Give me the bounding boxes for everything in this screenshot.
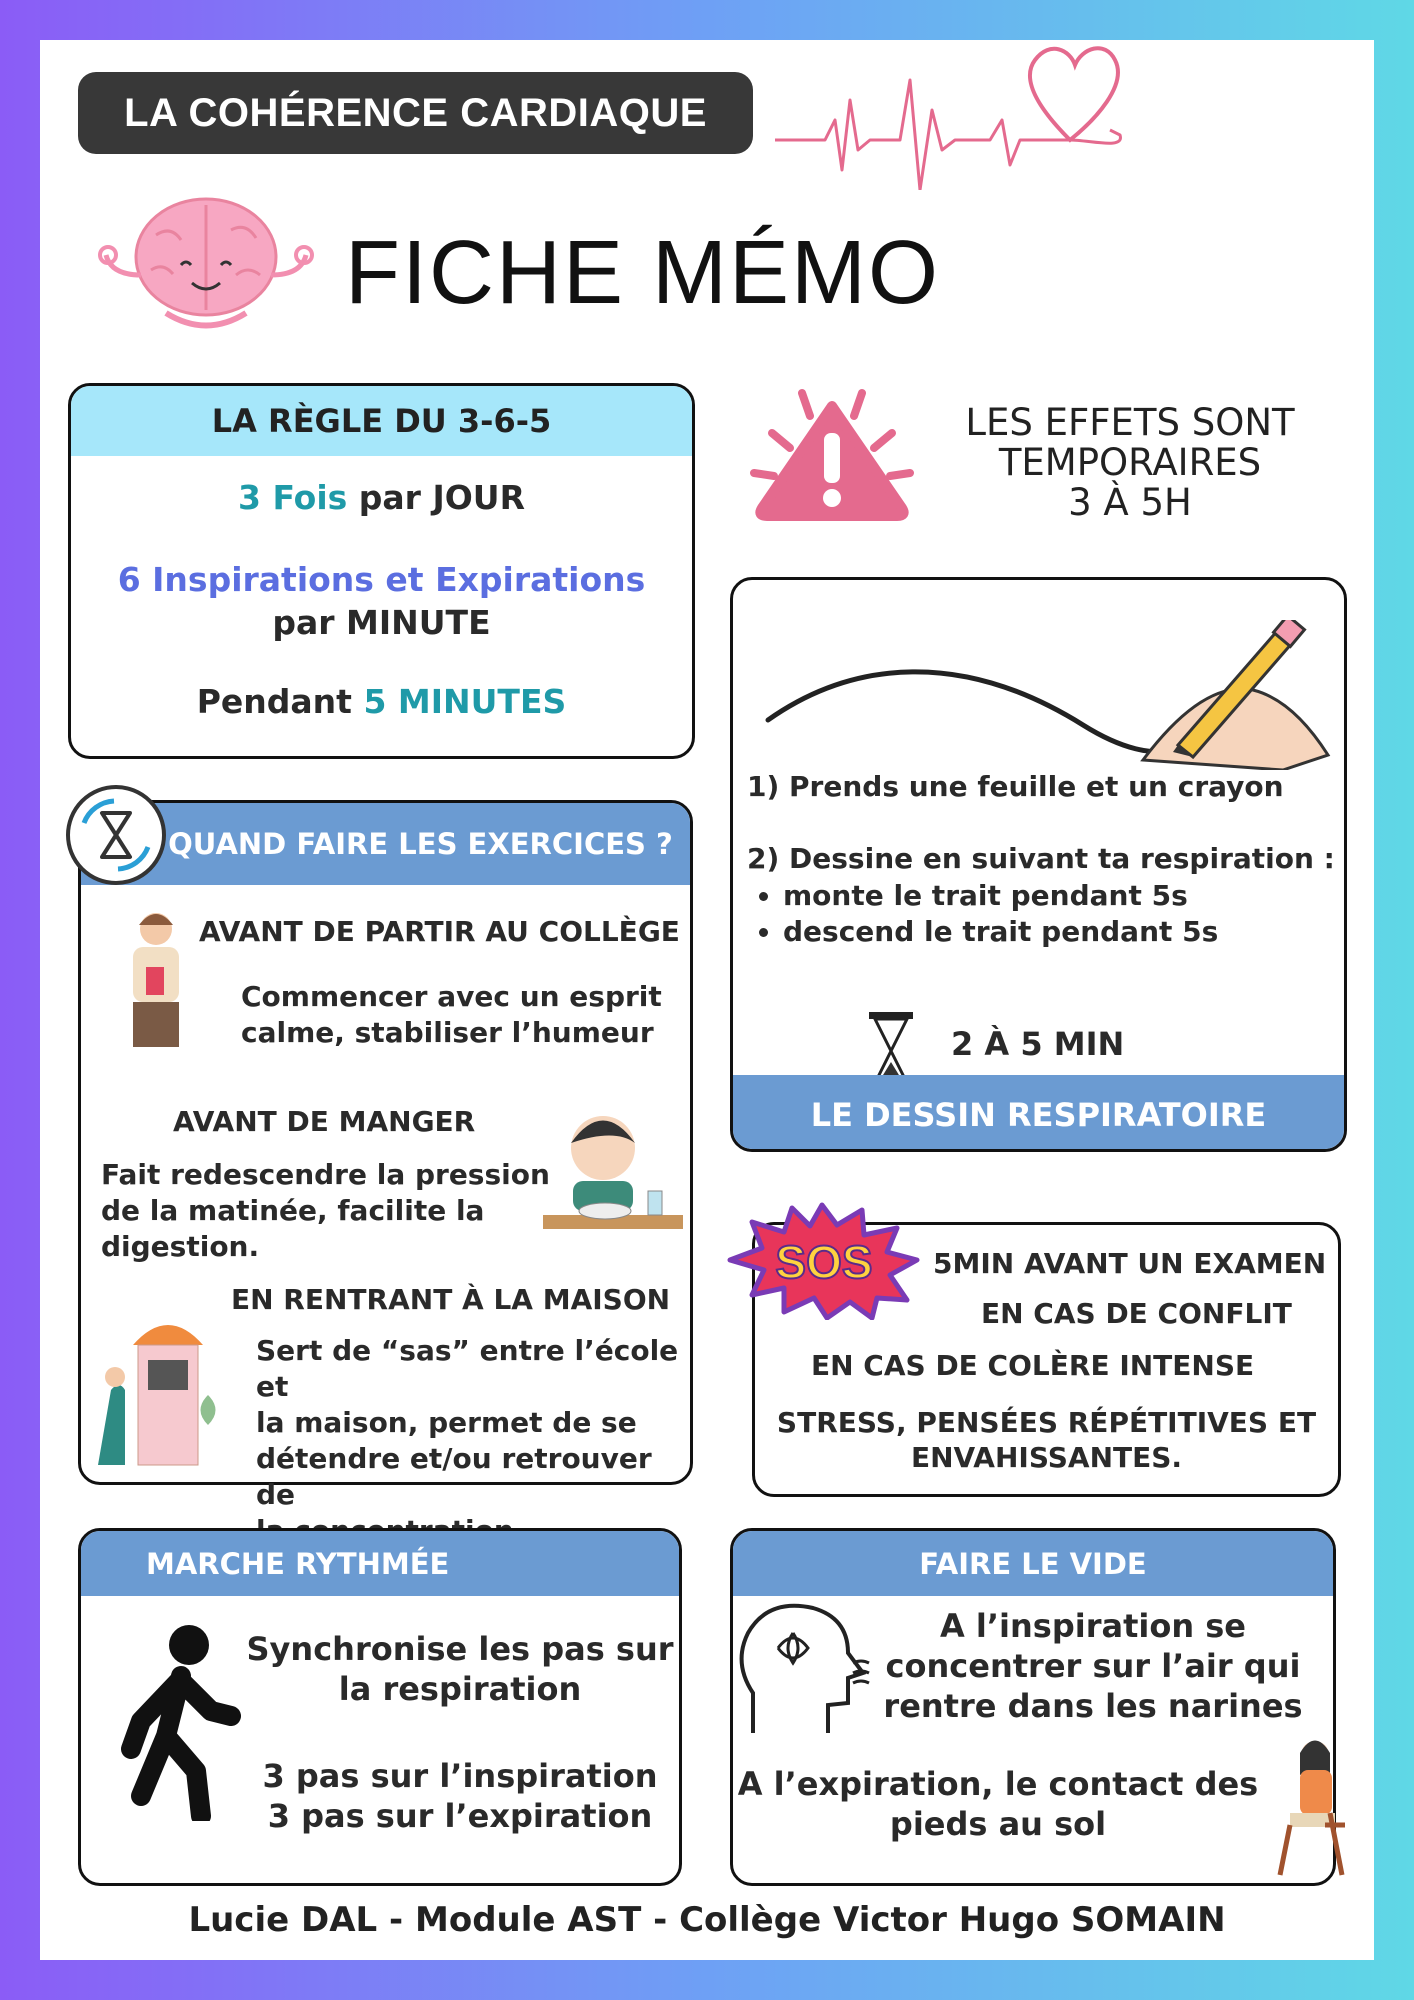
effects-line-3: 3 À 5H (1068, 481, 1192, 524)
rule-card (68, 383, 695, 759)
warning-icon (732, 388, 932, 528)
when-item-1-text-2: calme, stabiliser l’humeur (241, 1016, 654, 1049)
empty-line-2: concentrer sur l’air qui (885, 1647, 1301, 1685)
drawing-bullets (753, 878, 1218, 950)
hourglass-cycle-icon (64, 783, 168, 887)
rule-card-title: LA RÈGLE DU 3-6-5 (71, 386, 692, 456)
walking-person-icon (111, 1621, 241, 1821)
student-illustration-icon (111, 907, 201, 1057)
drawing-bullet-1: • monte le trait pendant 5s (783, 878, 1218, 914)
when-item-1-text (241, 979, 662, 1051)
walk-line-2: la respiration (338, 1670, 582, 1708)
drawing-step-2: 2) Dessine en suivant ta respiration : (747, 842, 1335, 875)
footer-credit: Lucie DAL - Module AST - Collège Victor Hugo SOMAIN (188, 1900, 1226, 1940)
rule-line-2-rest: par MINUTE (272, 603, 491, 642)
when-item-3-heading: EN RENTRANT À LA MAISON (231, 1283, 671, 1316)
drawing-duration: 2 À 5 MIN (951, 1025, 1125, 1063)
rule-line-3-number: 5 MINUTES (363, 682, 567, 721)
rule-line-3-pre: Pendant (196, 682, 364, 721)
sos-line-1: 5MIN AVANT UN EXAMEN (933, 1247, 1327, 1280)
drawing-card-title: LE DESSIN RESPIRATOIRE (733, 1075, 1344, 1152)
when-item-2-heading: AVANT DE MANGER (173, 1105, 476, 1138)
header-pill (78, 72, 753, 154)
empty-line-3: rentre dans les narines (883, 1687, 1303, 1725)
heartbeat-heart-icon (770, 40, 1140, 190)
sos-line-4: STRESS, PENSÉES RÉPÉTITIVES ET (776, 1406, 1317, 1439)
sos-line-2: EN CAS DE CONFLIT (981, 1297, 1292, 1330)
effects-line-2: TEMPORAIRES (998, 441, 1262, 484)
empty-card-title: FAIRE LE VIDE (733, 1531, 1333, 1596)
empty-text-2 (733, 1764, 1263, 1844)
when-item-3-text (256, 1333, 690, 1549)
walk-card (78, 1528, 682, 1886)
empty-text-1 (873, 1606, 1313, 1726)
rule-line-2-number: 6 Inspirations et Expirations (117, 560, 646, 599)
rule-line-1-number: 3 Fois (238, 478, 348, 517)
rule-line-1-rest: par JOUR (347, 478, 525, 517)
rule-line-1 (71, 478, 692, 517)
walk-line-3: 3 pas sur l’inspiration (262, 1757, 658, 1795)
when-item-2-text-3: digestion. (101, 1230, 260, 1263)
when-item-1-text-1: Commencer avec un esprit (241, 980, 662, 1013)
page-title: FICHE MÉMO (345, 223, 940, 323)
rule-line-3 (71, 682, 692, 721)
meditation-head-icon (733, 1593, 873, 1743)
brain-mascot-icon (96, 195, 316, 335)
sos-badge-text: SOS (775, 1236, 873, 1288)
when-card (78, 800, 693, 1511)
house-door-illustration-icon (93, 1305, 233, 1475)
walk-text-1 (241, 1629, 679, 1709)
pencil-hand-illustration-icon (763, 620, 1333, 770)
when-item-2-text-2: de la matinée, facilite la (101, 1194, 485, 1227)
when-card-title: QUAND FAIRE LES EXERCICES ? (81, 803, 690, 885)
sos-badge-icon (722, 1200, 922, 1320)
effects-note (940, 403, 1320, 523)
effects-line-1: LES EFFETS SONT (965, 401, 1295, 444)
walk-line-1: Synchronise les pas sur (246, 1630, 674, 1668)
when-item-3-text-2: la maison, permet de se (256, 1406, 637, 1439)
empty-line-1: A l’inspiration se (940, 1607, 1246, 1645)
when-item-3-text-1: Sert de “sas” entre l’école et (256, 1334, 679, 1403)
seated-woman-illustration-icon (1270, 1735, 1360, 1885)
drawing-bullet-2: • descend le trait pendant 5s (783, 914, 1218, 950)
when-item-2-text (101, 1157, 550, 1265)
walk-text-2 (241, 1756, 679, 1836)
empty-mind-card (730, 1528, 1336, 1886)
sos-line-4-5 (755, 1405, 1338, 1475)
drawing-step-1: 1) Prends une feuille et un crayon (747, 770, 1284, 803)
when-item-2-text-1: Fait redescendre la pression (101, 1158, 550, 1191)
when-item-3-text-3: détendre et/ou retrouver de (256, 1442, 652, 1511)
drawing-card (730, 577, 1347, 1152)
sos-line-5: ENVAHISSANTES. (910, 1441, 1183, 1474)
sos-line-3: EN CAS DE COLÈRE INTENSE (811, 1349, 1255, 1382)
empty-line-5: pieds au sol (889, 1805, 1107, 1843)
empty-line-4: A l’expiration, le contact des (737, 1765, 1259, 1803)
walk-line-4: 3 pas sur l’expiration (267, 1797, 653, 1835)
walk-card-title: MARCHE RYTHMÉE (81, 1531, 679, 1596)
boy-eating-illustration-icon (543, 1103, 683, 1243)
header-pill-text: LA COHÉRENCE CARDIAQUE (124, 90, 707, 135)
when-item-1-heading: AVANT DE PARTIR AU COLLÈGE (199, 915, 680, 948)
